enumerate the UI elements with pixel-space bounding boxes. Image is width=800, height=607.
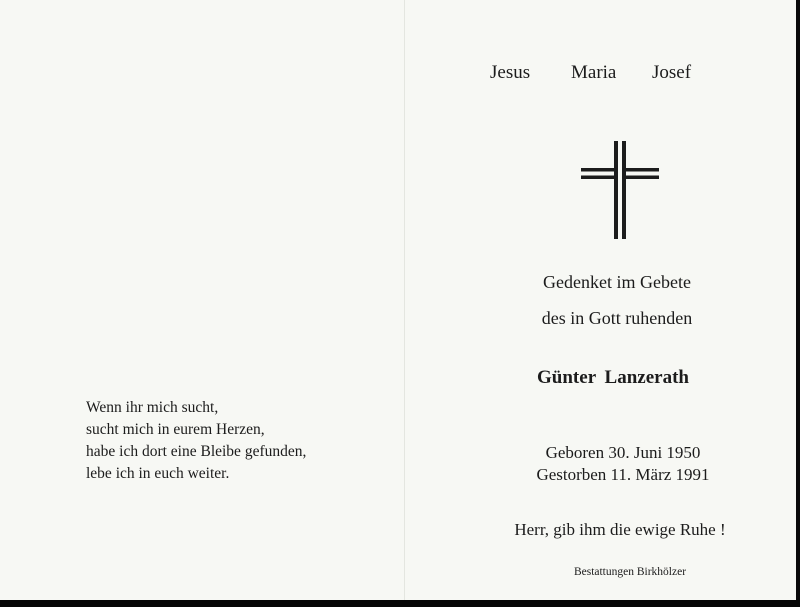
poem-line: habe ich dort eine Bleibe gefunden, — [86, 443, 307, 460]
memorial-intro-line2: des in Gott ruhenden — [541, 308, 693, 328]
deceased-name: Günter Lanzerath — [537, 367, 689, 388]
undertaker-imprint: Bestattungen Birkhölzer — [573, 566, 687, 578]
header-word-maria: Maria — [571, 62, 617, 83]
header-word-josef: Josef — [652, 62, 692, 83]
poem-line: lebe ich in euch weiter. — [86, 465, 230, 482]
death-date: Gestorben 11. März 1991 — [536, 465, 710, 484]
cross-icon — [581, 141, 659, 239]
fold-line — [404, 0, 405, 600]
closing-prayer: Herr, gib ihm die ewige Ruhe ! — [514, 520, 726, 539]
birth-date: Geboren 30. Juni 1950 — [545, 443, 701, 462]
scan-border-bottom — [0, 600, 800, 607]
poem-line: Wenn ihr mich sucht, — [86, 399, 219, 416]
scan-border-right — [796, 0, 800, 607]
header-holy-names — [480, 62, 720, 88]
memorial-intro-line1: Gedenket im Gebete — [543, 272, 691, 292]
poem — [86, 397, 306, 485]
header-word-jesus: Jesus — [490, 62, 531, 83]
poem-line: sucht mich in eurem Herzen, — [86, 421, 265, 438]
